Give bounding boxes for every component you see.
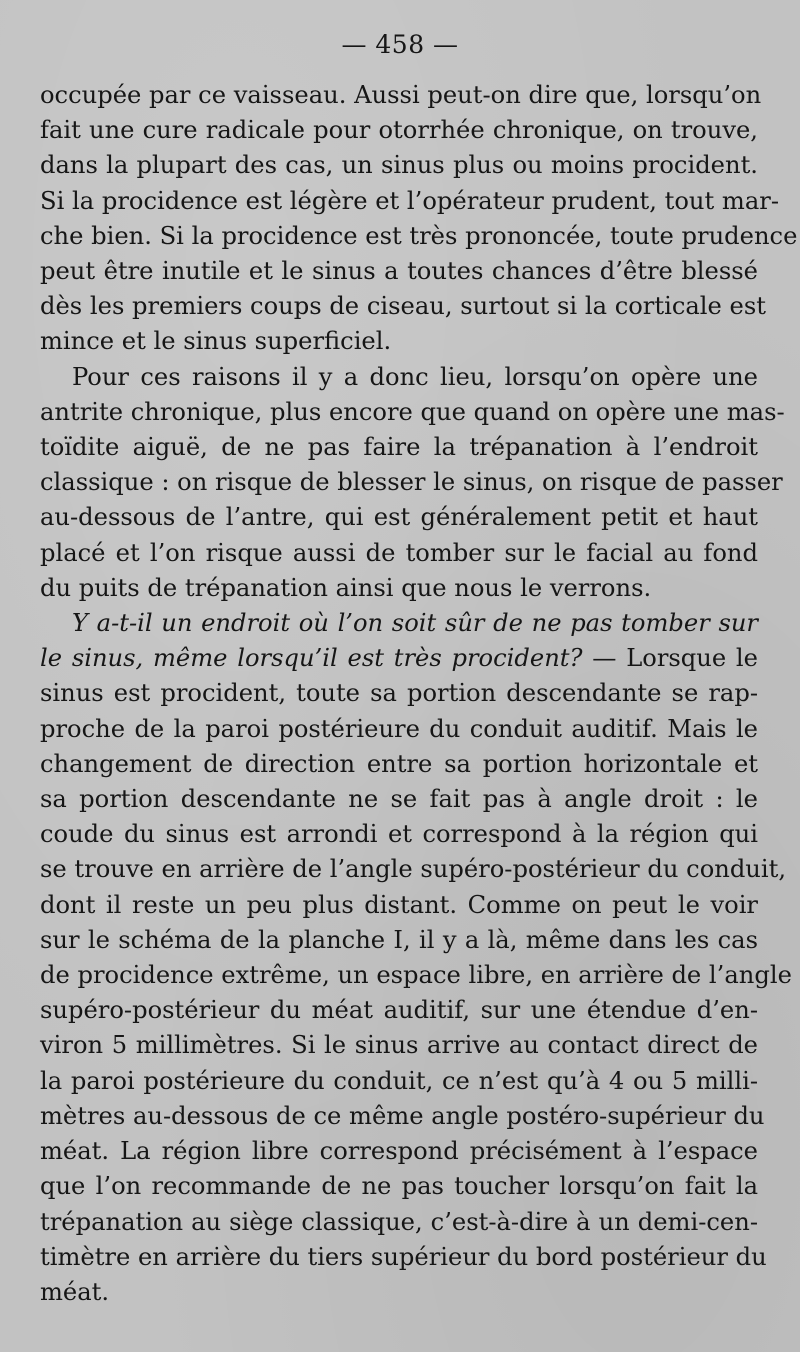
text-line: proche de la paroi postérieure du conduit auditif. Mais le bbox=[40, 714, 758, 743]
text-line: mètres au-dessous de ce même angle postéro-supérieur du bbox=[40, 1101, 765, 1130]
text-line: classique : on risque de blesser le sinus, on risque de passer bbox=[40, 468, 783, 497]
text-line: timètre en arrière du tiers supérieur du bord postérieur du bbox=[40, 1242, 767, 1271]
text-line: peut être inutile et le sinus a toutes chances d’être blessé bbox=[40, 257, 758, 286]
text-line: viron 5 millimètres. Si le sinus arrive au contact direct de bbox=[40, 1031, 758, 1060]
text-line: sa portion descendante ne se fait pas à angle droit : le bbox=[40, 785, 758, 814]
text-line: du puits de trépanation ainsi que nous le verrons. bbox=[40, 573, 652, 602]
text-line: Pour ces raisons il y a donc lieu, lorsqu’on opère une bbox=[72, 362, 758, 391]
text-line: sinus est procident, toute sa portion descendante se rap- bbox=[40, 679, 758, 708]
text-line: de procidence extrême, un espace libre, en arrière de l’angle bbox=[40, 961, 792, 990]
text-line: dans la plupart des cas, un sinus plus ou moins procident. bbox=[40, 151, 758, 180]
text-line: dont il reste un peu plus distant. Comme on peut le voir bbox=[40, 890, 758, 919]
text-line: que l’on recommande de ne pas toucher lorsqu’on fait la bbox=[40, 1172, 758, 1201]
text-line: méat. bbox=[40, 1277, 110, 1306]
text-line: coude du sinus est arrondi et correspond à la région qui bbox=[40, 820, 758, 849]
text-line: fait une cure radicale pour otorrhée chronique, on trouve, bbox=[40, 116, 758, 145]
text-line: trépanation au siège classique, c’est-à-dire à un demi-cen- bbox=[40, 1207, 758, 1236]
text-line: sur le schéma de la planche I, il y a là, même dans les cas bbox=[40, 925, 758, 954]
page-number: — 458 — bbox=[341, 30, 459, 59]
text-line: dès les premiers coups de ciseau, surtout si la corticale est bbox=[40, 292, 766, 321]
text-line: placé et l’on risque aussi de tomber sur le facial au fond bbox=[40, 538, 758, 567]
italic-question-line: Y a-t-il un endroit où l’on soit sûr de ne pas tomber sur bbox=[72, 609, 758, 638]
text-line: che bien. Si la procidence est très prononcée, toute prudence bbox=[40, 221, 798, 250]
text-line: Si la procidence est légère et l’opérateur prudent, tout mar- bbox=[40, 186, 780, 215]
text-line: la paroi postérieure du conduit, ce n’est qu’à 4 ou 5 milli- bbox=[40, 1066, 758, 1095]
text-line: occupée par ce vaisseau. Aussi peut-on dire que, lorsqu’on bbox=[40, 81, 762, 109]
text-fragment: — Lorsque le bbox=[582, 644, 758, 673]
text-line: antrite chronique, plus encore que quand on opère une mas- bbox=[40, 397, 785, 426]
text-line: toïdite aiguë, de ne pas faire la trépanation à l’endroit bbox=[40, 433, 758, 462]
italic-question-end: le sinus, même lorsqu’il est très procident? bbox=[40, 644, 583, 673]
text-line: se trouve en arrière de l’angle supéro-postérieur du conduit, bbox=[40, 855, 787, 884]
mixed-text-line bbox=[40, 641, 758, 676]
text-line: supéro-postérieur du méat auditif, sur une étendue d’en- bbox=[40, 996, 758, 1025]
text-line: mince et le sinus superficiel. bbox=[40, 327, 392, 356]
text-line: méat. La région libre correspond précisément à l’espace bbox=[40, 1137, 758, 1166]
body-text bbox=[40, 78, 798, 1310]
text-line: changement de direction entre sa portion horizontale et bbox=[40, 749, 758, 778]
text-line: au-dessous de l’antre, qui est généralement petit et haut bbox=[40, 503, 758, 532]
